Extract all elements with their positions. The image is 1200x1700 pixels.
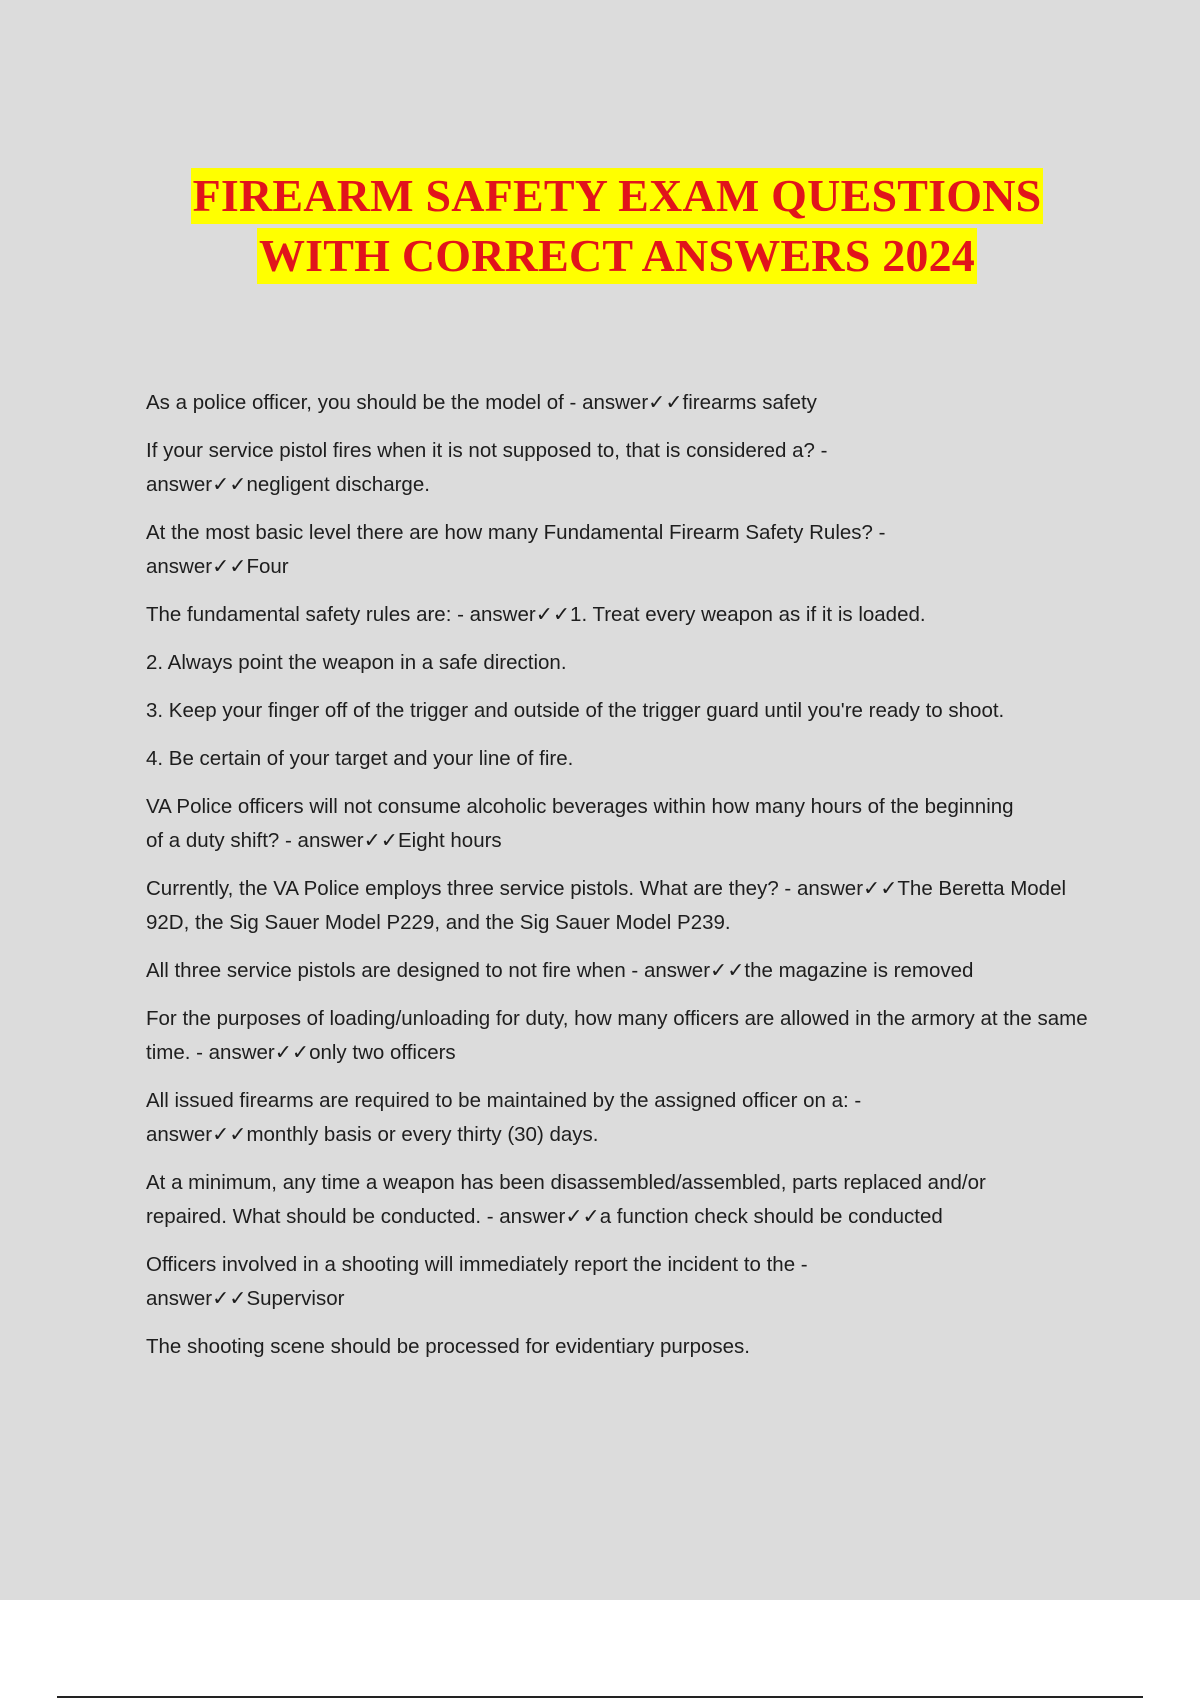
qa-paragraph-1: As a police officer, you should be the model of - answer✓✓firearms safety [146,391,817,414]
qa-paragraph-15: The shooting scene should be processed for evidentiary purposes. [146,1335,750,1358]
qa-paragraph-6: 3. Keep your finger off of the trigger and outside of the trigger guard until you're ready to shoot. [146,699,1005,722]
qa-paragraph-11: For the purposes of loading/unloading for duty, how many officers are allowed in the armory at the same time. - answer✓✓only two officers [146,1007,1088,1064]
qa-paragraph-8: VA Police officers will not consume alcoholic beverages within how many hours of the beginning of a duty shift? - answer✓✓Eight hours [146,795,1014,852]
qa-paragraph-12: All issued firearms are required to be maintained by the assigned officer on a: - answer✓✓monthly basis or every thirty (30) days. [146,1089,862,1146]
qa-paragraph-5: 2. Always point the weapon in a safe direction. [146,651,567,674]
qa-content [146,386,1096,1378]
footer-divider [57,1696,1143,1698]
qa-paragraph-13: At a minimum, any time a weapon has been disassembled/assembled, parts replaced and/or repaired. What should be conducted. - answer✓✓a function check should be conducted [146,1171,986,1228]
title-line-1: FIREARM SAFETY EXAM QUESTIONS [191,168,1044,224]
qa-paragraph-9: Currently, the VA Police employs three service pistols. What are they? - answer✓✓The Beretta Model 92D, the Sig Sauer Model P229, and the Sig Sauer Model P239. [146,877,1067,934]
qa-paragraph-7: 4. Be certain of your target and your line of fire. [146,747,574,770]
qa-paragraph-14: Officers involved in a shooting will immediately report the incident to the - answer✓✓Supervisor [146,1253,808,1310]
qa-paragraph-2: If your service pistol fires when it is not supposed to, that is considered a? - answer✓✓negligent discharge. [146,439,828,496]
title-line-2: WITH CORRECT ANSWERS 2024 [257,228,977,284]
qa-paragraph-10: All three service pistols are designed to not fire when - answer✓✓the magazine is removed [146,959,974,982]
qa-paragraph-3: At the most basic level there are how many Fundamental Firearm Safety Rules? - answer✓✓Four [146,521,886,578]
qa-paragraph-4: The fundamental safety rules are: - answer✓✓1. Treat every weapon as if it is loaded. [146,603,926,626]
document-title [0,168,1200,288]
